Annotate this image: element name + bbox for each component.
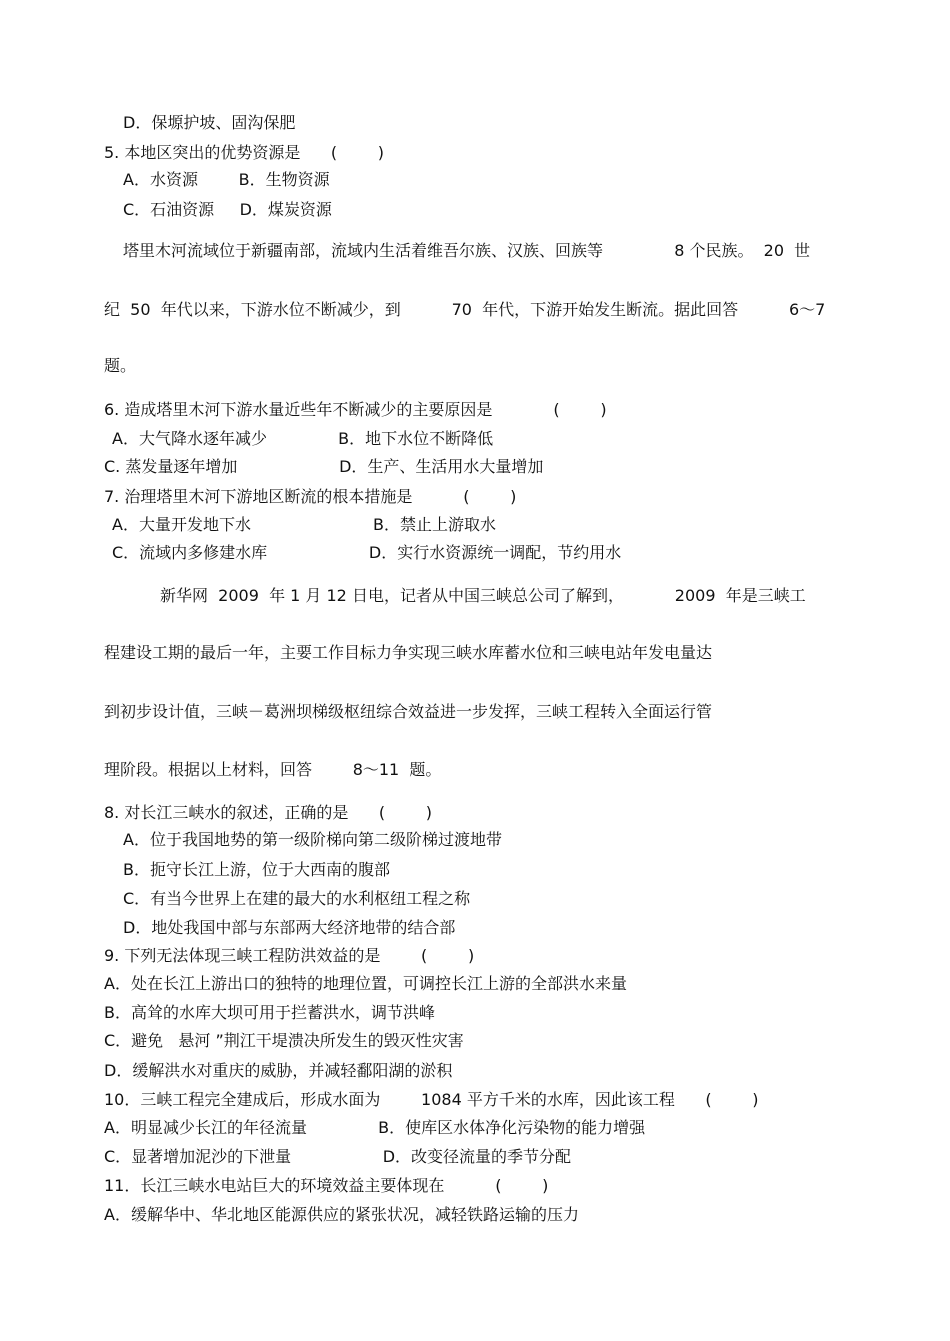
- option-line: C. 蒸发量逐年增加 D．生产、生活用水大量增加: [104, 457, 544, 476]
- option-line: B．高耸的水库大坝可用于拦蓄洪水，调节洪峰: [104, 1003, 435, 1022]
- passage-line: 题。: [104, 356, 137, 375]
- option-line: B．扼守长江上游，位于大西南的腹部: [123, 860, 390, 879]
- option-line: A．明显减少长江的年径流量 B．使库区水体净化污染物的能力增强: [104, 1118, 646, 1137]
- passage-line: 程建设工期的最后一年，主要工作目标力争实现三峡水库蓄水位和三峡电站年发电量达: [104, 643, 713, 662]
- option-line: C．石油资源 D．煤炭资源: [123, 200, 332, 219]
- option-line: D．缓解洪水对重庆的威胁，并减轻鄱阳湖的淤积: [104, 1061, 453, 1080]
- question-line: 9. 下列无法体现三峡工程防洪效益的是 ( ): [104, 946, 475, 965]
- option-line: C．流域内多修建水库 D．实行水资源统一调配，节约用水: [112, 543, 622, 562]
- passage-line: 纪 50 年代以来，下游水位不断减少，到 70 年代，下游开始发生断流。据此回答 6～7: [104, 300, 826, 319]
- passage-line: 理阶段。根据以上材料，回答 8～11 题。: [104, 760, 442, 779]
- question-line: 7. 治理塔里木河下游地区断流的根本措施是 ( ): [104, 487, 517, 506]
- option-line: C．显著增加泥沙的下泄量 D．改变径流量的季节分配: [104, 1147, 572, 1166]
- option-line: D．地处我国中部与东部两大经济地带的结合部: [123, 918, 456, 937]
- option-line: A．位于我国地势的第一级阶梯向第二级阶梯过渡地带: [123, 830, 502, 849]
- question-line: 5. 本地区突出的优势资源是 ( ): [104, 143, 385, 162]
- option-line: C．避免 悬河 ”荆江干堤溃决所发生的毁灭性灾害: [104, 1031, 464, 1050]
- question-line: 11．长江三峡水电站巨大的环境效益主要体现在 ( ): [104, 1176, 549, 1195]
- passage-line: 新华网 2009 年 1 月 12 日电，记者从中国三峡总公司了解到， 2009 年是三峡工: [160, 586, 806, 605]
- option-line: C．有当今世界上在建的最大的水利枢纽工程之称: [123, 889, 471, 908]
- option-line: A．处在长江上游出口的独特的地理位置，可调控长江上游的全部洪水来量: [104, 974, 627, 993]
- option-line: D．保塬护坡、固沟保肥: [123, 113, 296, 132]
- option-line: A．水资源 B．生物资源: [123, 170, 330, 189]
- passage-line: 到初步设计值，三峡－葛洲坝梯级枢纽综合效益进一步发挥，三峡工程转入全面运行管: [104, 702, 713, 721]
- question-line: 8. 对长江三峡水的叙述，正确的是 ( ): [104, 803, 433, 822]
- option-line: A．缓解华中、华北地区能源供应的紧张状况，减轻铁路运输的压力: [104, 1205, 579, 1224]
- question-line: 10．三峡工程完全建成后，形成水面为 1084 平方千米的水库，因此该工程 ( ): [104, 1090, 759, 1109]
- option-line: A．大量开发地下水 B．禁止上游取水: [112, 515, 496, 534]
- passage-line: 塔里木河流域位于新疆南部，流域内生活着维吾尔族、汉族、回族等 8 个民族。 20 世: [123, 241, 811, 260]
- option-line: A．大气降水逐年减少 B．地下水位不断降低: [112, 429, 494, 448]
- question-line: 6. 造成塔里木河下游水量近些年不断减少的主要原因是 ( ): [104, 400, 607, 419]
